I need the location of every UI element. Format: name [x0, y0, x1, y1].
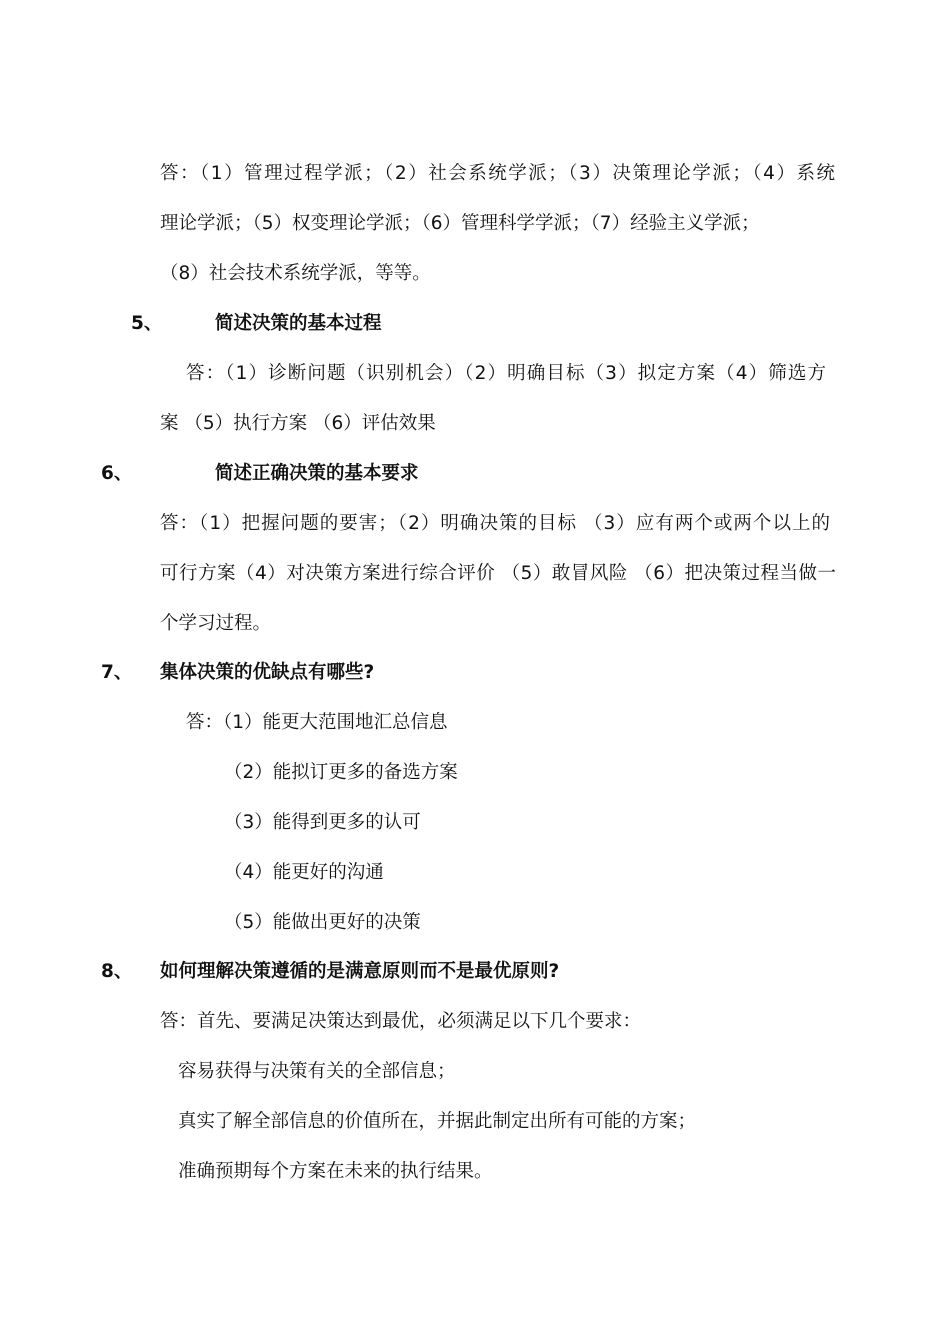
q8-title: 如何理解决策遵循的是满意原则而不是最优原则?	[160, 961, 560, 982]
q5-answer-line1: 答：（1）诊断问题（识别机会）（2）明确目标（3）拟定方案（4）筛选方	[186, 363, 826, 384]
q6-number: 6、	[101, 463, 133, 484]
q7-answer-item: （3）能得到更多的认可	[224, 812, 421, 833]
q7-answer-item: （2）能拟订更多的备选方案	[224, 762, 458, 783]
q7-number: 7、	[101, 662, 133, 683]
q8-number: 8、	[101, 961, 133, 982]
q6-answer-line2: 可行方案（4）对决策方案进行综合评价 （5）敢冒风险 （6）把决策过程当做一	[160, 563, 836, 584]
q7-answer-item: 答：（1）能更大范围地汇总信息	[186, 712, 448, 733]
q5-number: 5、	[131, 313, 163, 334]
q7-answer-item: （4）能更好的沟通	[224, 862, 384, 883]
q6-answer-line3: 个学习过程。	[160, 613, 272, 634]
q6-title: 简述正确决策的基本要求	[215, 463, 419, 484]
q7-title: 集体决策的优缺点有哪些?	[160, 662, 375, 683]
q6-answer-line1: 答：（1）把握问题的要害；（2）明确决策的目标 （3）应有两个或两个以上的	[160, 513, 830, 534]
q7-answer-item: （5）能做出更好的决策	[224, 912, 421, 933]
q4-answer-line1: 答：（1）管理过程学派；（2）社会系统学派；（3）决策理论学派；（4）系统	[160, 163, 835, 184]
q4-answer-line2: 理论学派；（5）权变理论学派；（6）管理科学学派；（7）经验主义学派；	[160, 213, 760, 234]
q8-requirement: 容易获得与决策有关的全部信息；	[178, 1061, 456, 1082]
q5-answer-line2: 案 （5）执行方案 （6）评估效果	[160, 413, 436, 434]
q4-answer-line3: （8）社会技术系统学派，等等。	[160, 263, 431, 284]
q8-requirement: 准确预期每个方案在未来的执行结果。	[178, 1161, 493, 1182]
q8-answer-intro: 答：首先、要满足决策达到最优，必须满足以下几个要求：	[160, 1011, 642, 1032]
q5-title: 简述决策的基本过程	[215, 313, 382, 334]
q8-requirement: 真实了解全部信息的价值所在，并据此制定出所有可能的方案；	[178, 1111, 697, 1132]
